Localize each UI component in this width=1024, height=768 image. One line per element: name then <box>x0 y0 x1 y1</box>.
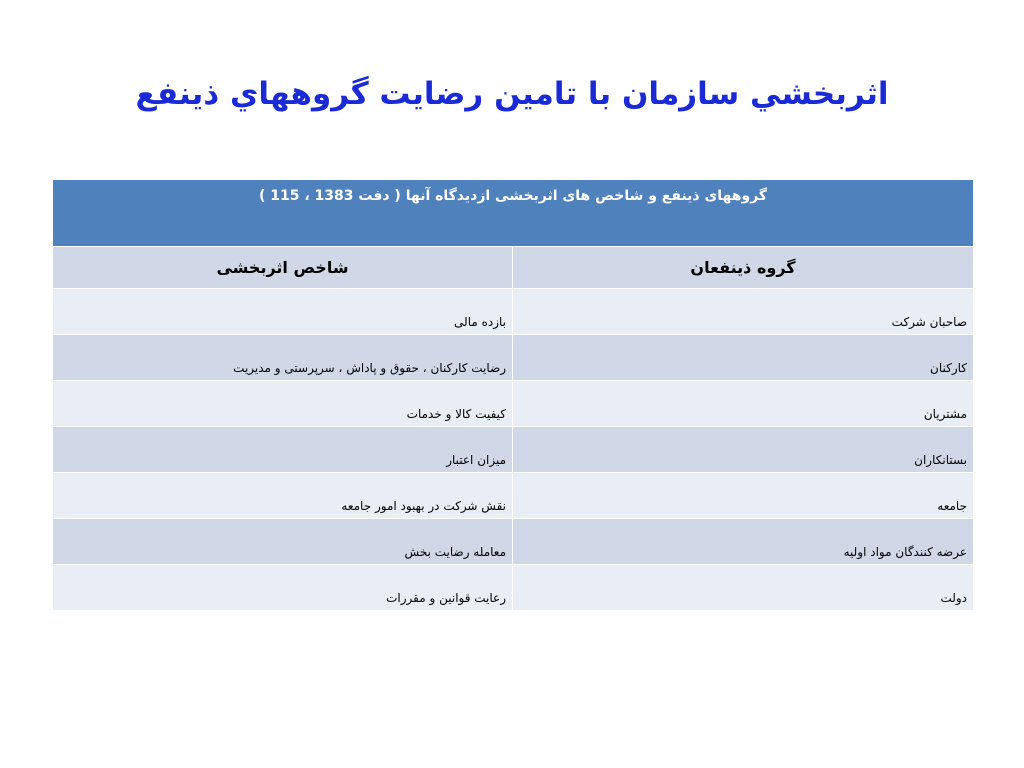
table-row <box>53 519 974 565</box>
header-stakeholder-group: گروه ذینفعان <box>513 247 974 289</box>
stakeholder-table <box>52 179 974 611</box>
table-row <box>53 473 974 519</box>
effectiveness-index-cell: معامله رضایت بخش <box>53 519 513 565</box>
table-header-row <box>53 247 974 289</box>
stakeholder-group-cell: عرضه کنندگان مواد اولیه <box>513 519 974 565</box>
header-effectiveness-index: شاخص اثربخشی <box>53 247 513 289</box>
effectiveness-index-cell: رعایت قوانین و مقررات <box>53 565 513 611</box>
stakeholder-group-cell: صاحبان شرکت <box>513 289 974 335</box>
table-row <box>53 335 974 381</box>
effectiveness-index-cell: میزان اعتبار <box>53 427 513 473</box>
stakeholder-group-cell: کارکنان <box>513 335 974 381</box>
stakeholder-group-cell: بستانکاران <box>513 427 974 473</box>
table-row <box>53 565 974 611</box>
stakeholder-group-cell: دولت <box>513 565 974 611</box>
table-caption-row <box>53 180 974 247</box>
stakeholder-group-cell: مشتریان <box>513 381 974 427</box>
slide-title: اثربخشي سازمان با تامين رضايت گروههاي ذينفع <box>135 76 889 112</box>
effectiveness-index-cell: رضایت کارکنان ، حقوق و پاداش ، سرپرستی و مدیریت <box>53 335 513 381</box>
table-row <box>53 381 974 427</box>
table-caption: گروههای ذینفع و شاخص های اثربخشی ازدیدگاه آنها ( دفت 1383 ، 115 ) <box>53 180 974 247</box>
stakeholder-group-cell: جامعه <box>513 473 974 519</box>
effectiveness-index-cell: بازده مالی <box>53 289 513 335</box>
effectiveness-index-cell: نقش شرکت در بهبود امور جامعه <box>53 473 513 519</box>
table-row <box>53 289 974 335</box>
table-row <box>53 427 974 473</box>
effectiveness-index-cell: کیفیت کالا و خدمات <box>53 381 513 427</box>
